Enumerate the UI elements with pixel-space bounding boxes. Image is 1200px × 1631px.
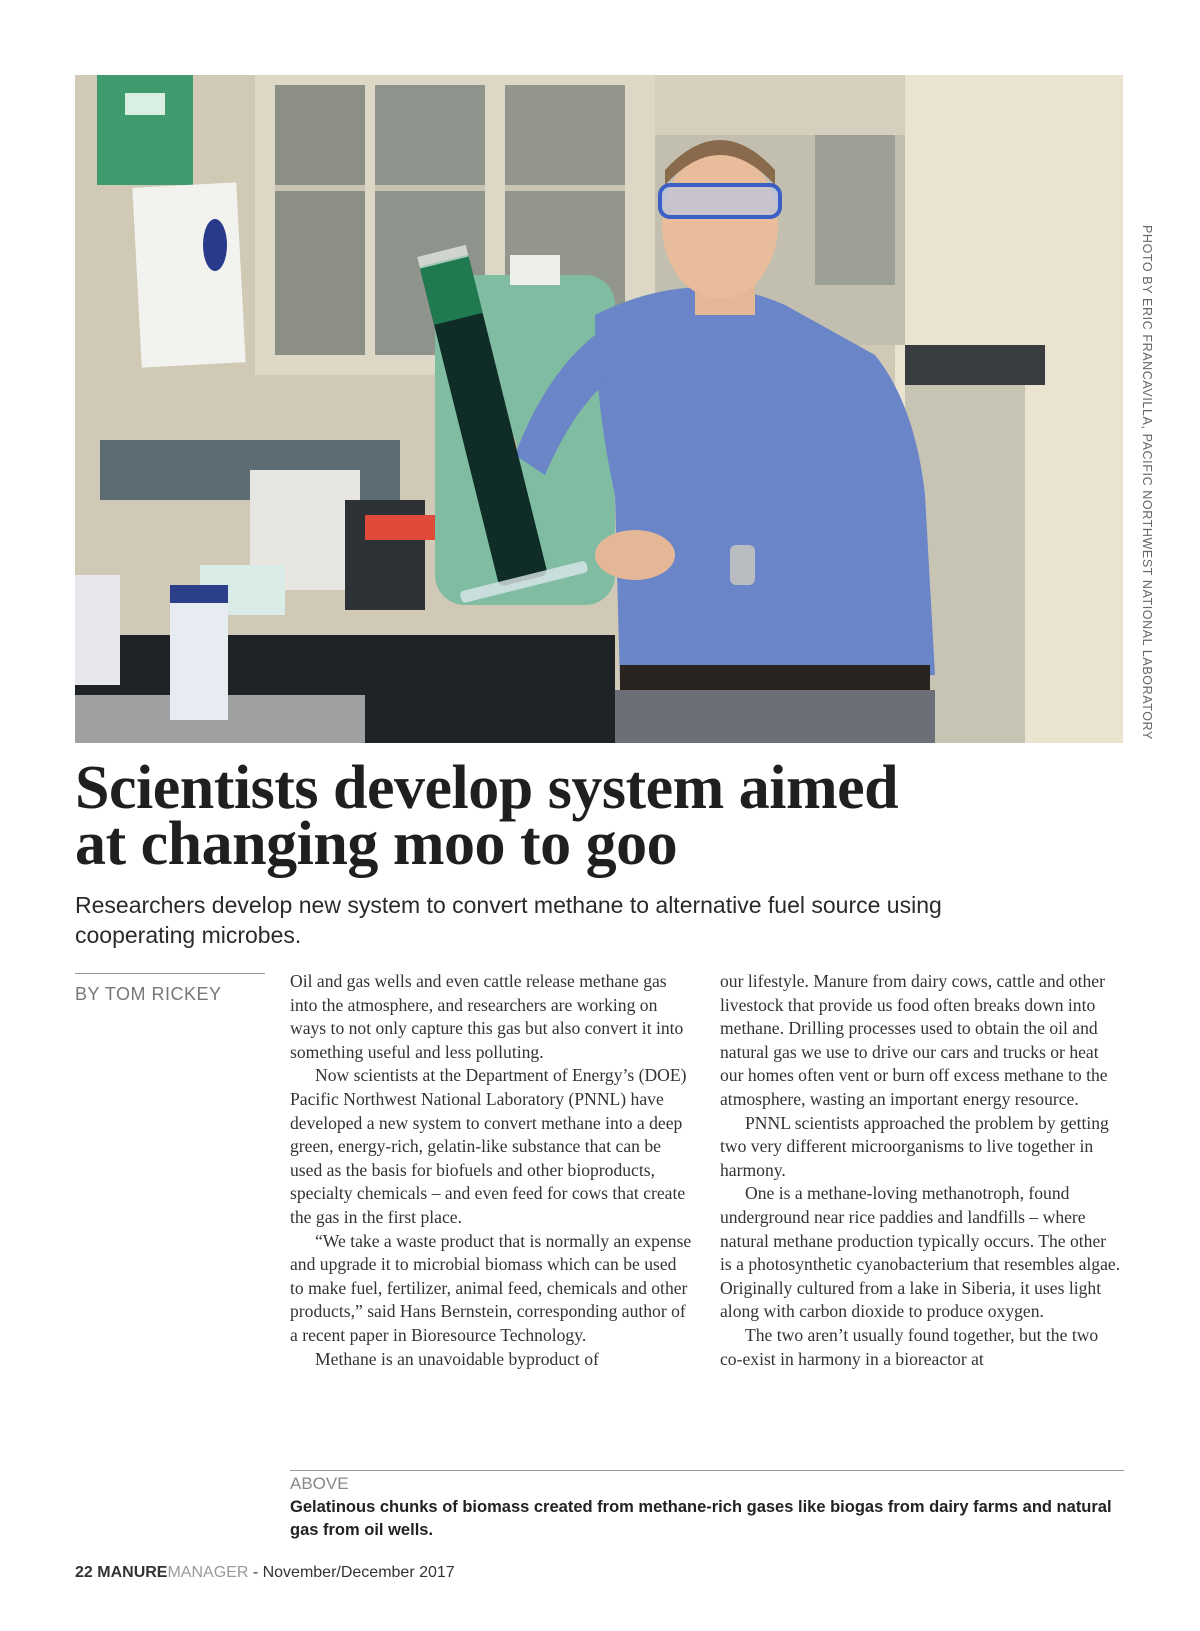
paragraph: PNNL scientists approached the problem by getting two very different microorganisms to live together in harmony. <box>720 1112 1109 1180</box>
paragraph: Methane is an unavoidable byproduct of <box>315 1348 599 1369</box>
caption-text: Gelatinous chunks of biomass created from methane-rich gases like biogas from dairy farms and natural gas from oil wells. <box>290 1498 1112 1539</box>
page-number: 22 <box>75 1564 93 1581</box>
photo-credit: PHOTO BY ERIC FRANCAVILLA, PACIFIC NORTHWEST NATIONAL LABORATORY <box>1140 225 1154 740</box>
issue-date: - November/December 2017 <box>252 1564 455 1581</box>
headline-line-1: Scientists develop system aimed <box>75 754 899 822</box>
paragraph: The two aren’t usually found together, but the two co-exist in harmony in a bioreactor at <box>720 1324 1099 1369</box>
magazine-name-light: MANAGER <box>167 1564 249 1581</box>
headline-line-2: at changing moo to goo <box>75 810 678 878</box>
byline: BY TOM RICKEY <box>75 984 222 1004</box>
caption-label: ABOVE <box>290 1474 349 1493</box>
article-deck: Researchers develop new system to convert methane to alternative fuel source using cooperating microbes. <box>75 892 942 948</box>
paragraph: One is a methane-loving methanotroph, found underground near rice paddies and landfills – where natural methane production typically occurs. The other is a photosynthetic cyanobacterium that resembles algae. Originally cultured from a lake in Siberia, it uses light along with carbon dioxide to produce oxygen. <box>720 1183 1121 1322</box>
article-headline <box>75 754 1135 878</box>
paragraph: Now scientists at the Department of Energy’s (DOE) Pacific Northwest National Laboratory (PNNL) have developed a new system to convert methane into a deep green, energy-rich, gelatin-like substance that can be used as the basis for biofuels and other bioproducts, specialty chemicals – and even feed for cows that create the gas in the first place. <box>290 1065 687 1227</box>
magazine-name-bold: MANURE <box>97 1564 168 1581</box>
body-column-1 <box>290 970 692 1371</box>
paragraph: our lifestyle. Manure from dairy cows, cattle and other livestock that provide us food often breaks down into methane. Drilling processes used to obtain the oil and natural gas we use to drive our cars and trucks or heat our homes often vent or burn off excess methane to the atmosphere, wasting an important energy resource. <box>720 971 1108 1109</box>
caption-rule <box>290 1470 1124 1471</box>
paragraph: Oil and gas wells and even cattle release methane gas into the atmosphere, and researchers are working on ways to not only capture this gas but also convert it into something useful and less polluting. <box>290 971 684 1062</box>
body-column-2 <box>720 970 1122 1371</box>
lead-photo <box>75 75 1123 743</box>
byline-rule <box>75 973 265 974</box>
paragraph: “We take a waste product that is normally an expense and upgrade it to microbial biomass which can be used to make fuel, fertilizer, animal feed, chemicals and other products,” said Hans Bernstein, corresponding author of a recent paper in Bioresource Technology. <box>290 1230 692 1345</box>
page-footer <box>75 1564 455 1582</box>
